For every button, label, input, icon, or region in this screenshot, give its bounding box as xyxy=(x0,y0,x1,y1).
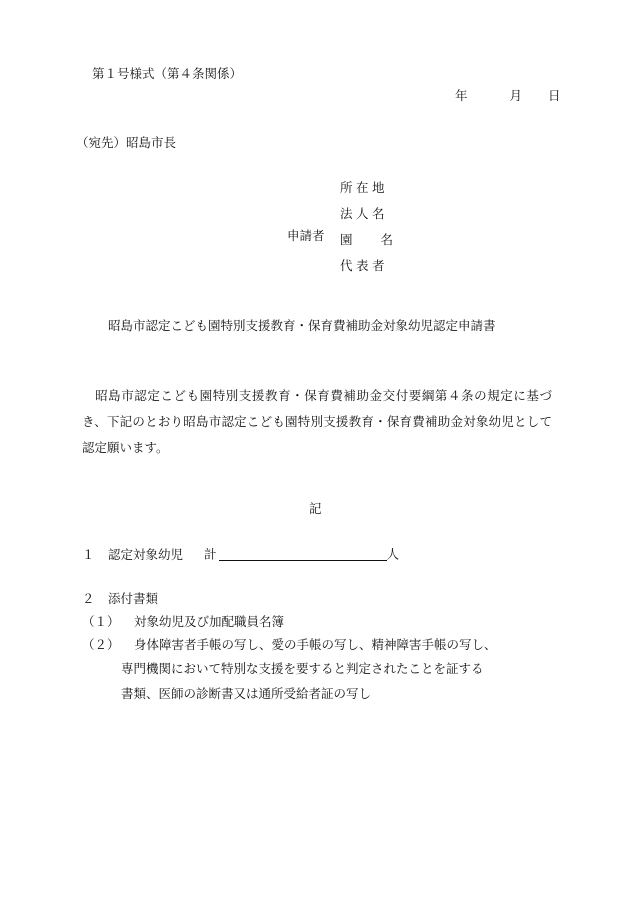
attachment-2-number: （２） xyxy=(82,637,120,652)
attachment-1 xyxy=(82,616,284,629)
applicant-address-label: 所在地 xyxy=(340,180,389,195)
document-title: 昭島市認定こども園特別支援教育・保育費補助金対象幼児認定申請書 xyxy=(108,318,496,333)
date-year: 年 xyxy=(455,88,468,103)
body-paragraph: 昭島市認定こども園特別支援教育・保育費補助金交付要綱第４条の規定に基づき、下記のとおり昭島市認定こども園特別支援教育・保育費補助金対象幼児として認定願います。 xyxy=(82,388,552,455)
date-month: 月 xyxy=(509,88,523,103)
item-1-label: 認定対象幼児 xyxy=(108,546,184,562)
attachment-2-cont-1: 専門機関において特別な支援を要すると判定されたことを証する xyxy=(121,661,484,676)
attachment-2-text: 身体障害者手帳の写し、愛の手帳の写し、精神障害手帳の写し、 xyxy=(134,637,497,652)
applicant-block xyxy=(340,182,421,286)
form-number: 第１号様式（第４条関係） xyxy=(92,66,243,81)
attachment-1-text: 対象幼児及び加配職員名簿 xyxy=(134,614,285,629)
attachment-2-cont-2: 書類、医師の診断書又は通所受給者証の写し xyxy=(121,686,372,701)
applicant-tag: 申請者 xyxy=(287,228,325,243)
item-1-unit: 人 xyxy=(386,546,400,562)
applicant-rep-label: 代表者 xyxy=(340,258,389,273)
ki-mark: 記 xyxy=(309,501,322,516)
date-line xyxy=(455,90,561,103)
attachment-1-number: （１） xyxy=(82,614,120,629)
item-2-number: ２ xyxy=(82,591,95,606)
item-1 xyxy=(82,547,399,561)
addressee: （宛先）昭島市長 xyxy=(76,135,177,150)
date-day: 日 xyxy=(548,88,561,103)
applicant-school-label: 園名 xyxy=(340,232,422,247)
item-1-number: １ xyxy=(82,546,95,562)
item-2-label: 添付書類 xyxy=(108,591,159,606)
count-blank-line xyxy=(219,547,387,561)
applicant-corp-label: 法人名 xyxy=(340,206,389,221)
attachment-2 xyxy=(82,639,497,652)
item-2 xyxy=(82,593,158,606)
item-1-total: 計 xyxy=(204,546,217,562)
